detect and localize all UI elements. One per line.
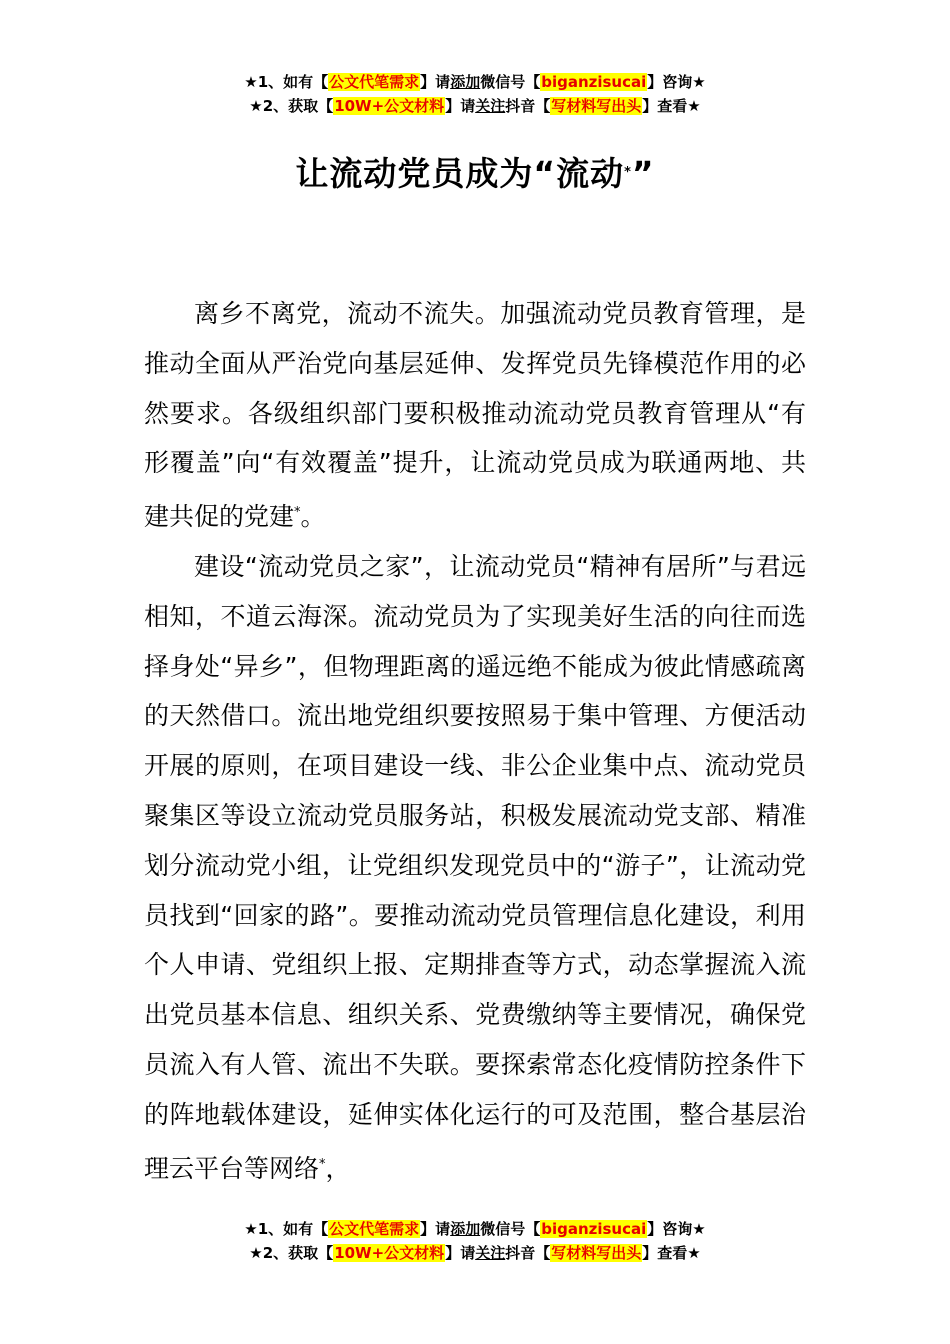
banner-line-1	[0, 70, 950, 94]
paragraph-end: ，	[325, 1153, 351, 1183]
title-text: 让流动党员成为“流动	[295, 154, 625, 193]
banner-underline: 关注	[475, 1244, 506, 1262]
banner-text: ★2、获取【	[249, 97, 334, 115]
paragraph-2	[144, 542, 806, 1193]
banner-text: 微信号【	[480, 1220, 541, 1238]
banner-highlight: 写材料写出头	[551, 97, 642, 115]
banner-underline: 关注	[475, 97, 506, 115]
banner-highlight: biganzisucai	[541, 73, 647, 91]
banner-text: 抖音【	[505, 97, 551, 115]
banner-line-2	[0, 94, 950, 118]
banner-text: 】咨询★	[647, 73, 706, 91]
document-body	[144, 289, 806, 1193]
banner-text: 抖音【	[505, 1244, 551, 1262]
banner-text: 】请	[420, 73, 451, 91]
banner-text: 】请	[420, 1220, 451, 1238]
banner-line-2	[0, 1241, 950, 1265]
banner-highlight: 公文代笔需求	[329, 73, 420, 91]
banner-highlight: 10W+公文材料	[334, 1244, 445, 1262]
banner-highlight: 公文代笔需求	[329, 1220, 420, 1238]
paragraph-end: 。	[300, 502, 326, 532]
banner-text: 】咨询★	[647, 1220, 706, 1238]
banner-highlight: 写材料写出头	[551, 1244, 642, 1262]
banner-text: 】查看★	[642, 1244, 701, 1262]
paragraph-star: *	[294, 505, 301, 521]
document-title	[0, 150, 950, 197]
banner-text: ★1、如有【	[244, 1220, 329, 1238]
banner-underline: 添加	[450, 1220, 481, 1238]
banner-text: 】请	[445, 1244, 476, 1262]
banner-text: 】查看★	[642, 97, 701, 115]
paragraph-text: 建设“流动党员之家”，让流动党员“精神有居所”与君远相知，不道云海深。流动党员为了实现美好生活的向往而选择身处“异乡”，但物理距离的遥远绝不能成为彼此情感疏离的天然借口。流出地党组织要按照易于集中管理、方便活动开展的原则，在项目建设一线、非公企业集中点、流动党员聚集区等设立流动党员服务站，积极发展流动党支部、精准划分流动党小组，让党组织发现党员中的“游子”，让流动党员找到“回家的路”。要推动流动党员管理信息化建设，利用个人申请、党组织上报、定期排查等方式，动态掌握流入流出党员基本信息、组织关系、党费缴纳等主要情况，确保党员流入有人管、流出不失联。要探索常态化疫情防控条件下的阵地载体建设，延伸实体化运行的可及范围，整合基层治理云平台等网络	[144, 551, 806, 1183]
paragraph-1	[144, 289, 806, 542]
paragraph-star: *	[319, 1156, 326, 1172]
banner-highlight: 10W+公文材料	[334, 97, 445, 115]
banner-text: ★1、如有【	[244, 73, 329, 91]
title-end: ”	[631, 154, 655, 193]
banner-text: 】请	[445, 97, 476, 115]
banner-text: 微信号【	[480, 73, 541, 91]
banner-underline: 添加	[450, 73, 481, 91]
banner-line-1	[0, 1217, 950, 1241]
banner-text: ★2、获取【	[249, 1244, 334, 1262]
footer-banner	[0, 1217, 950, 1265]
header-banner	[0, 70, 950, 118]
paragraph-text: 离乡不离党，流动不流失。加强流动党员教育管理，是推动全面从严治党向基层延伸、发挥党员先锋模范作用的必然要求。各级组织部门要积极推动流动党员教育管理从“有形覆盖”向“有效覆盖”提升，让流动党员成为联通两地、共建共促的党建	[144, 299, 806, 532]
banner-highlight: biganzisucai	[541, 1220, 647, 1238]
title-star: *	[624, 165, 632, 180]
